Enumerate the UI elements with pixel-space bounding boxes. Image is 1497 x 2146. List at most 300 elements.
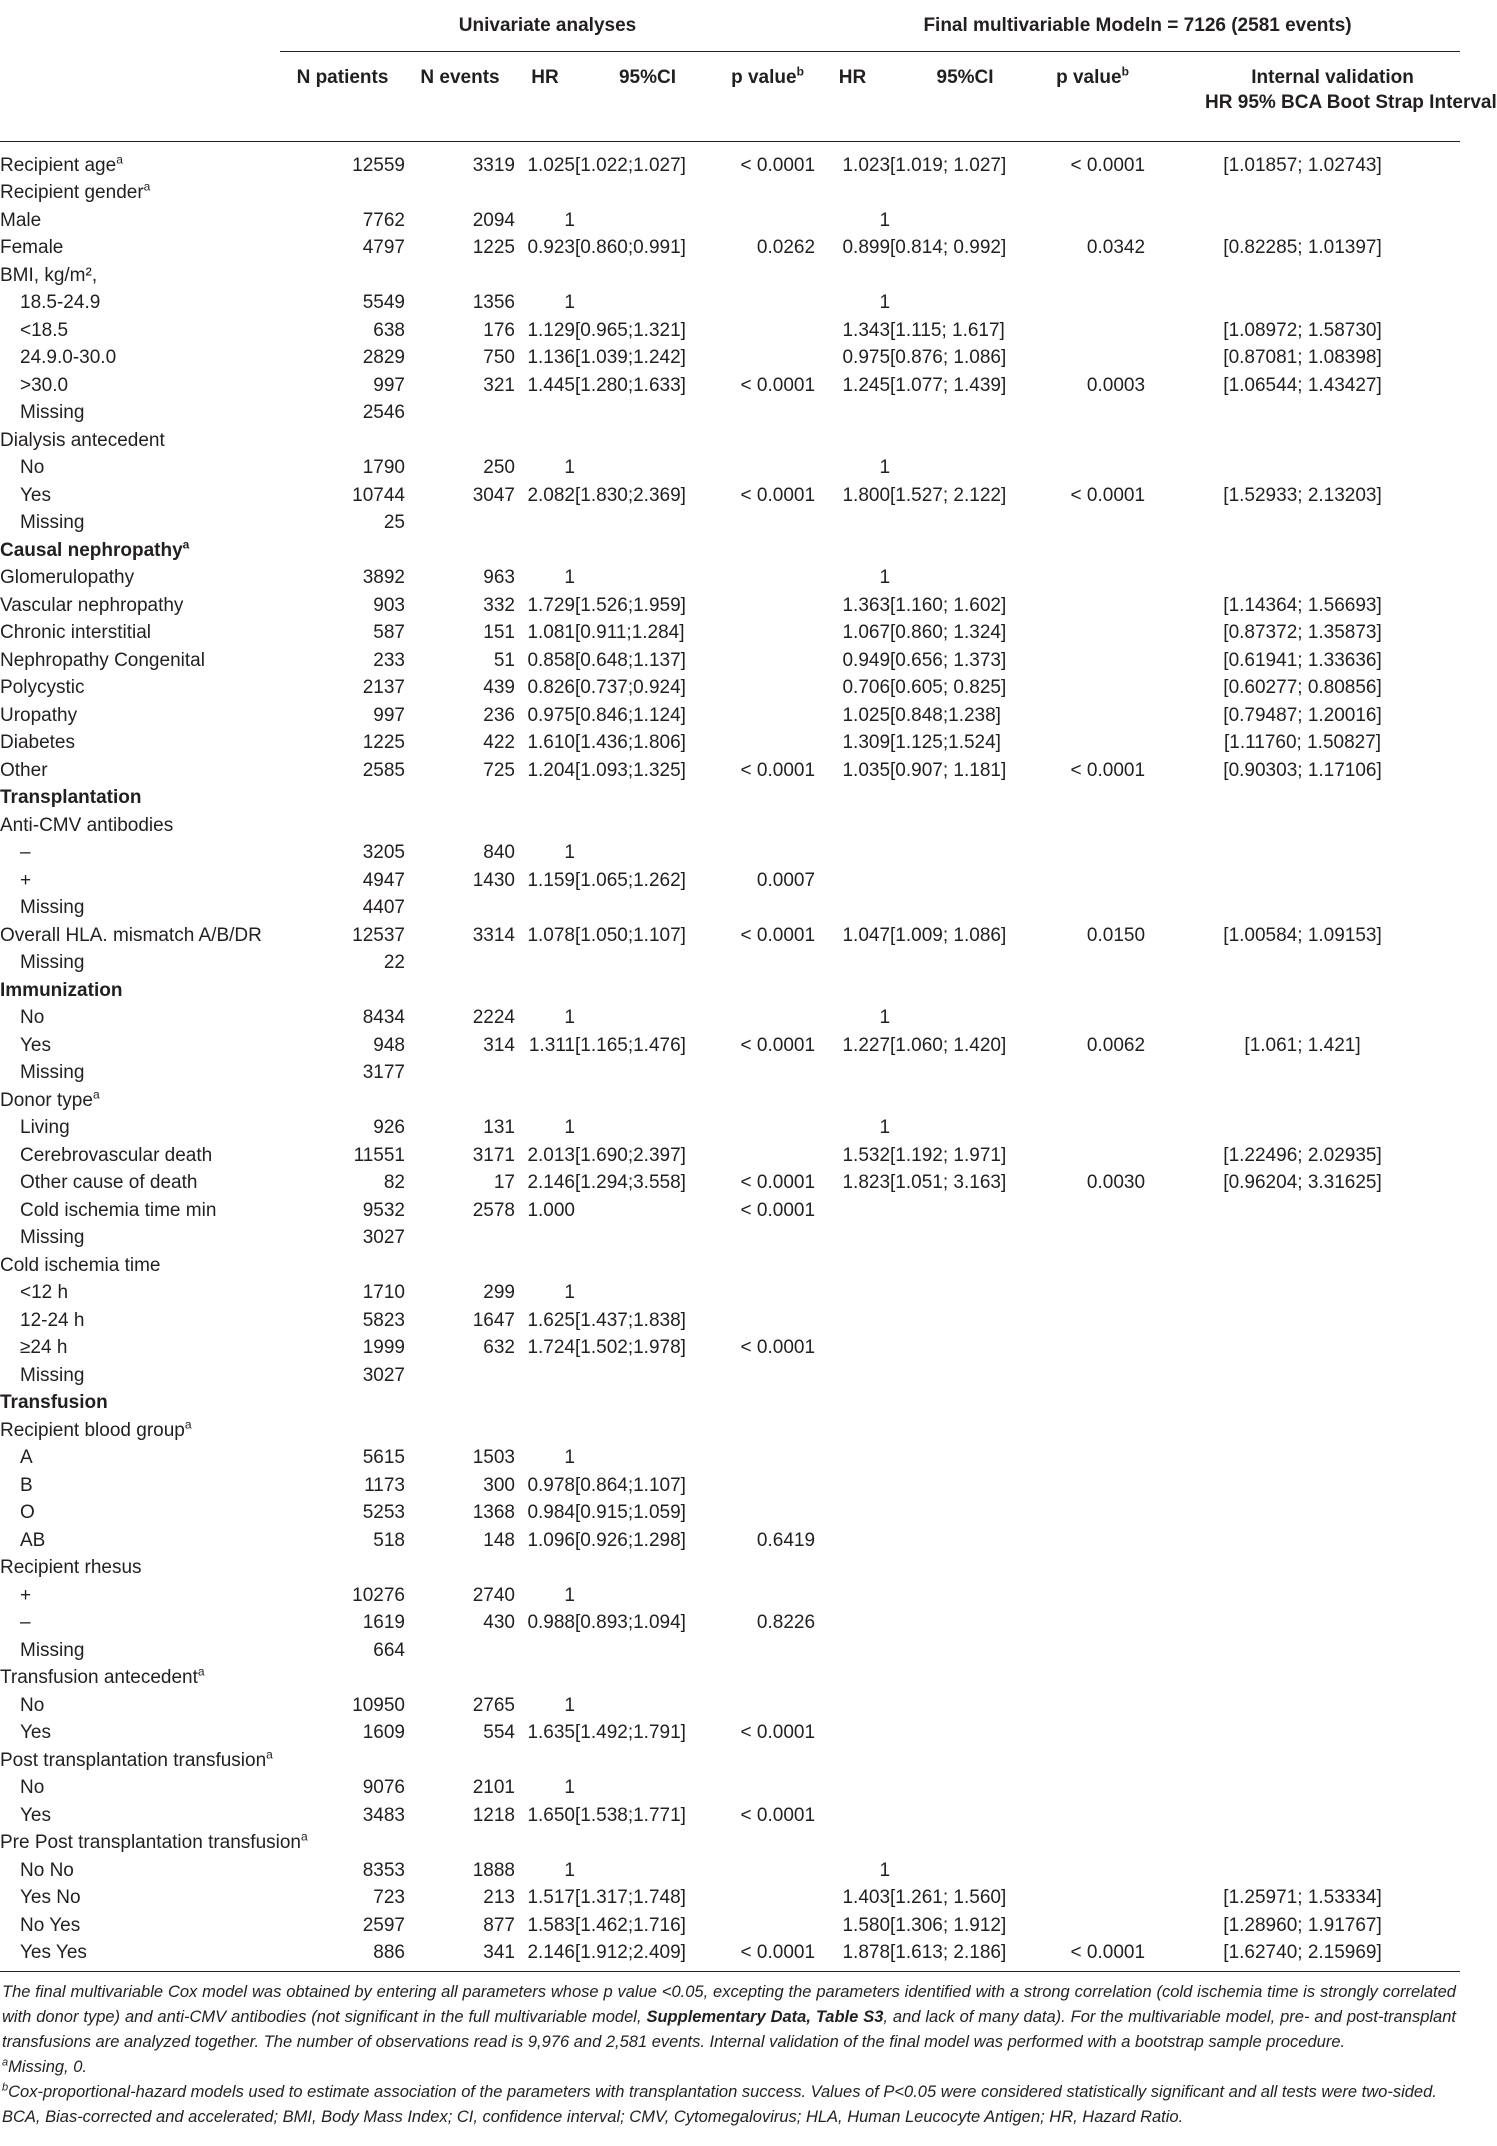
cell-n-patients: 2597 bbox=[362, 1914, 405, 1936]
table-row bbox=[0, 785, 1460, 813]
cell-ci bbox=[575, 537, 720, 565]
cell-m-p-value: 0.0030 bbox=[1086, 1172, 1146, 1194]
cell-ci: [1.830;2.369] bbox=[575, 484, 686, 506]
cell-m-ci bbox=[890, 895, 1040, 923]
table-row bbox=[0, 1417, 1460, 1445]
cell-n-patients bbox=[280, 537, 405, 565]
row-label-sup: a bbox=[266, 1747, 273, 1762]
header-label-spacer bbox=[0, 52, 280, 142]
cell-m-ci bbox=[890, 950, 1040, 978]
cell-internal-validation bbox=[1145, 1335, 1460, 1363]
cell-ci bbox=[575, 1582, 720, 1610]
row-label-text: 24.9.0-30.0 bbox=[20, 347, 117, 369]
table-row bbox=[0, 400, 1460, 428]
cell-n-patients bbox=[280, 785, 405, 813]
cell-ci bbox=[575, 1197, 720, 1225]
cell-hr: 1.445 bbox=[527, 374, 575, 396]
table-row bbox=[0, 1362, 1460, 1390]
row-label-text: Yes bbox=[20, 1722, 51, 1744]
cell-n-patients: 1999 bbox=[362, 1337, 405, 1359]
cell-n-patients: 2585 bbox=[362, 759, 405, 781]
row-label bbox=[0, 1912, 280, 1940]
cell-m-hr bbox=[815, 1802, 890, 1830]
row-label bbox=[0, 950, 280, 978]
cell-hr bbox=[515, 1665, 575, 1693]
cell-n-patients: 10744 bbox=[352, 484, 405, 506]
cell-n-events: 314 bbox=[483, 1034, 515, 1056]
cell-ci bbox=[575, 1445, 720, 1473]
row-label bbox=[0, 840, 280, 868]
cell-p-value bbox=[720, 1692, 815, 1720]
cell-internal-validation: [1.00584; 1.09153] bbox=[1223, 924, 1382, 946]
cell-hr bbox=[515, 1225, 575, 1253]
cell-ci: [0.911;1.284] bbox=[575, 622, 685, 644]
cell-n-events: 3171 bbox=[472, 1144, 515, 1166]
cell-n-events bbox=[405, 262, 515, 290]
cell-n-events bbox=[405, 812, 515, 840]
cell-m-hr bbox=[815, 1060, 890, 1088]
cell-m-p-value bbox=[1040, 317, 1145, 345]
cell-m-p-value bbox=[1040, 1390, 1145, 1418]
table-row bbox=[0, 1830, 1460, 1858]
cell-m-hr bbox=[815, 1720, 890, 1748]
table-row bbox=[0, 1940, 1460, 1972]
cell-ci bbox=[575, 1637, 720, 1665]
row-label-text: <12 h bbox=[20, 1282, 69, 1304]
cell-m-hr: 1.023 bbox=[842, 154, 891, 176]
row-label bbox=[0, 1940, 280, 1972]
cell-m-p-value bbox=[1040, 1142, 1145, 1170]
cell-ci: [1.492;1.791] bbox=[575, 1722, 686, 1744]
cell-m-ci bbox=[890, 1692, 1040, 1720]
cell-n-patients: 638 bbox=[373, 319, 405, 341]
cell-m-ci bbox=[890, 1665, 1040, 1693]
cell-n-events: 1888 bbox=[472, 1859, 515, 1881]
cell-ci: [0.864;1.107] bbox=[575, 1474, 686, 1496]
cell-n-patients: 11551 bbox=[353, 1144, 405, 1166]
table-row bbox=[0, 235, 1460, 263]
cell-hr bbox=[515, 1637, 575, 1665]
cell-p-value bbox=[720, 317, 815, 345]
cell-m-p-value bbox=[1040, 1252, 1145, 1280]
cell-internal-validation: [1.52933; 2.13203] bbox=[1223, 484, 1382, 506]
cell-ci bbox=[575, 1005, 720, 1033]
cell-ci bbox=[575, 1555, 720, 1583]
footnote-main bbox=[2, 1980, 1456, 2055]
cell-internal-validation: [1.28960; 1.91767] bbox=[1223, 1914, 1382, 1936]
cell-m-p-value bbox=[1040, 1775, 1145, 1803]
cell-p-value: < 0.0001 bbox=[740, 759, 816, 781]
cell-internal-validation bbox=[1145, 1500, 1460, 1528]
cell-m-ci bbox=[890, 1720, 1040, 1748]
col-header-iv-line2: HR 95% BCA Boot Strap Interval bbox=[1205, 92, 1497, 113]
row-label-text: Yes bbox=[20, 484, 51, 506]
cell-n-events: 2578 bbox=[472, 1199, 515, 1221]
cell-m-hr bbox=[815, 1417, 890, 1445]
footnote-main-part2: , and lack of many data). For the multivariable model, pre- and post-transplant transfusions are analyzed together. The number of observations read is 9,976 and 2,581 events. Internal validation of the final model was performed with a bootstrap sample procedure. bbox=[2, 2008, 1456, 2051]
cell-internal-validation bbox=[1145, 1087, 1460, 1115]
table-row bbox=[0, 455, 1460, 483]
row-label bbox=[0, 1802, 280, 1830]
cell-internal-validation: [1.62740; 2.15969] bbox=[1145, 1940, 1460, 1972]
cell-m-hr bbox=[815, 1692, 890, 1720]
cell-hr: 1 bbox=[564, 567, 575, 589]
cell-internal-validation bbox=[1145, 1115, 1460, 1143]
cell-m-p-value bbox=[1040, 262, 1145, 290]
row-label-text: >30.0 bbox=[20, 374, 69, 396]
cell-n-patients bbox=[280, 262, 405, 290]
row-label bbox=[0, 1307, 280, 1335]
row-label-text: Recipient blood group bbox=[0, 1419, 185, 1441]
cell-n-events: 877 bbox=[483, 1914, 515, 1936]
cell-p-value bbox=[720, 1225, 815, 1253]
cell-n-events: 250 bbox=[483, 457, 515, 479]
cell-m-p-value bbox=[1040, 1747, 1145, 1775]
cell-internal-validation bbox=[1145, 1830, 1460, 1858]
cell-m-p-value bbox=[1040, 1335, 1145, 1363]
row-label-text: Recipient gender bbox=[0, 182, 144, 204]
cell-p-value: 0.8226 bbox=[756, 1612, 816, 1634]
table-row bbox=[0, 757, 1460, 785]
row-label bbox=[0, 290, 280, 318]
cell-p-value bbox=[720, 1637, 815, 1665]
cell-n-events: 332 bbox=[483, 594, 515, 616]
cell-p-value bbox=[720, 1142, 815, 1170]
cell-m-p-value bbox=[1040, 1500, 1145, 1528]
cell-n-patients: 3027 bbox=[362, 1364, 405, 1386]
cell-hr bbox=[515, 427, 575, 455]
row-label bbox=[0, 1720, 280, 1748]
cell-hr bbox=[515, 262, 575, 290]
cell-m-p-value bbox=[1040, 510, 1145, 538]
table-row bbox=[0, 565, 1460, 593]
cell-m-ci bbox=[890, 1307, 1040, 1335]
table-row bbox=[0, 1665, 1460, 1693]
cell-ci: [0.648;1.137] bbox=[575, 649, 686, 671]
row-label bbox=[0, 1060, 280, 1088]
row-label-text: No bbox=[20, 1007, 45, 1029]
cell-n-patients bbox=[280, 1252, 405, 1280]
cell-ci: [1.317;1.748] bbox=[575, 1887, 686, 1909]
cell-internal-validation: [1.01857; 1.02743] bbox=[1223, 154, 1382, 176]
cell-n-events bbox=[405, 1637, 515, 1665]
cell-internal-validation: [0.82285; 1.01397] bbox=[1223, 237, 1382, 259]
cell-hr: 1.517 bbox=[527, 1887, 575, 1909]
cell-m-ci bbox=[890, 1527, 1040, 1555]
cell-m-hr bbox=[815, 1307, 890, 1335]
cell-n-events: 1503 bbox=[472, 1447, 515, 1469]
cell-ci bbox=[575, 1692, 720, 1720]
col-header-n-events: N events bbox=[405, 52, 515, 142]
cell-p-value bbox=[720, 977, 815, 1005]
row-label bbox=[0, 1527, 280, 1555]
row-label bbox=[0, 867, 280, 895]
cell-p-value bbox=[720, 1362, 815, 1390]
footnote-b bbox=[2, 2080, 1456, 2105]
cell-p-value bbox=[720, 702, 815, 730]
cell-m-hr: 1.403 bbox=[842, 1887, 891, 1909]
table-row bbox=[0, 427, 1460, 455]
cell-m-p-value bbox=[1040, 1610, 1145, 1638]
cell-internal-validation bbox=[1145, 1060, 1460, 1088]
cell-n-events: 341 bbox=[405, 1940, 515, 1972]
table-row bbox=[0, 1060, 1460, 1088]
cell-n-events: 750 bbox=[483, 347, 515, 369]
cell-n-patients: 1225 bbox=[362, 732, 405, 754]
col-header-m-p-text: p value bbox=[1056, 67, 1122, 88]
cell-n-events: 632 bbox=[483, 1337, 515, 1359]
row-label-text: No No bbox=[20, 1859, 74, 1881]
cell-hr bbox=[515, 1417, 575, 1445]
cell-p-value bbox=[720, 812, 815, 840]
row-label bbox=[0, 455, 280, 483]
cell-hr bbox=[515, 537, 575, 565]
header-spacer bbox=[0, 0, 280, 52]
table-row bbox=[0, 142, 1460, 180]
cell-n-events: 3314 bbox=[472, 924, 515, 946]
table-row bbox=[0, 1857, 1460, 1885]
cell-n-patients bbox=[280, 1390, 405, 1418]
table-row bbox=[0, 812, 1460, 840]
cell-m-p-value bbox=[1040, 1637, 1145, 1665]
row-label-text: Missing bbox=[20, 1364, 85, 1386]
cell-m-ci bbox=[890, 1225, 1040, 1253]
cell-n-patients bbox=[280, 1665, 405, 1693]
cell-n-patients: 948 bbox=[373, 1034, 405, 1056]
cell-p-value bbox=[720, 1060, 815, 1088]
cell-n-patients: 10950 bbox=[352, 1694, 405, 1716]
row-label-text: Female bbox=[0, 237, 64, 259]
cell-hr bbox=[515, 1747, 575, 1775]
row-label-text: Missing bbox=[20, 1639, 85, 1661]
row-label-text: + bbox=[20, 1584, 32, 1606]
table-row bbox=[0, 510, 1460, 538]
cell-n-events bbox=[405, 400, 515, 428]
cell-m-ci bbox=[890, 510, 1040, 538]
cell-m-ci: [1.125;1.524] bbox=[890, 732, 1001, 754]
cell-internal-validation bbox=[1145, 1747, 1460, 1775]
row-label-text: Post transplantation transfusion bbox=[0, 1749, 267, 1771]
cell-p-value bbox=[720, 1417, 815, 1445]
row-label bbox=[0, 1857, 280, 1885]
cell-m-ci bbox=[890, 840, 1040, 868]
table-row bbox=[0, 1115, 1460, 1143]
table-row bbox=[0, 1252, 1460, 1280]
cell-p-value bbox=[720, 565, 815, 593]
cell-n-patients bbox=[280, 1555, 405, 1583]
cell-n-events: 3047 bbox=[472, 484, 515, 506]
cell-m-ci bbox=[890, 812, 1040, 840]
cell-m-ci bbox=[890, 785, 1040, 813]
row-label-text: Missing bbox=[20, 952, 85, 974]
cell-m-ci bbox=[890, 1445, 1040, 1473]
row-label bbox=[0, 317, 280, 345]
cell-p-value bbox=[720, 510, 815, 538]
cell-m-p-value: < 0.0001 bbox=[1070, 484, 1146, 506]
cell-n-patients: 10276 bbox=[352, 1584, 405, 1606]
table-footnotes bbox=[0, 1980, 1460, 2130]
cell-internal-validation bbox=[1145, 977, 1460, 1005]
cell-internal-validation bbox=[1145, 262, 1460, 290]
cell-p-value: 0.6419 bbox=[756, 1529, 816, 1551]
cell-internal-validation bbox=[1145, 1610, 1460, 1638]
cell-ci bbox=[575, 510, 720, 538]
row-label-text: Dialysis antecedent bbox=[0, 429, 165, 451]
cell-p-value: < 0.0001 bbox=[740, 1199, 816, 1221]
cell-p-value bbox=[720, 1390, 815, 1418]
cell-hr bbox=[515, 510, 575, 538]
cell-ci bbox=[575, 207, 720, 235]
table-row bbox=[0, 1747, 1460, 1775]
cell-n-patients: 5549 bbox=[362, 292, 405, 314]
cell-n-patients: 997 bbox=[373, 704, 405, 726]
table-row bbox=[0, 537, 1460, 565]
cell-hr bbox=[515, 1390, 575, 1418]
table-row bbox=[0, 1692, 1460, 1720]
cell-n-patients: 5615 bbox=[362, 1447, 405, 1469]
cell-ci bbox=[575, 1060, 720, 1088]
cell-internal-validation: [1.25971; 1.53334] bbox=[1223, 1887, 1382, 1909]
col-header-n-patients: N patients bbox=[280, 52, 405, 142]
cell-ci bbox=[575, 785, 720, 813]
cell-m-ci bbox=[890, 290, 1040, 318]
cell-hr: 1.583 bbox=[527, 1914, 575, 1936]
cell-n-events bbox=[405, 950, 515, 978]
cell-hr: 1 bbox=[564, 457, 575, 479]
cell-p-value: < 0.0001 bbox=[740, 1172, 816, 1194]
cell-internal-validation: [0.60277; 0.80856] bbox=[1223, 677, 1382, 699]
cell-p-value bbox=[720, 1775, 815, 1803]
cell-hr: 1.159 bbox=[527, 869, 575, 891]
cell-m-ci bbox=[890, 1005, 1040, 1033]
cell-ci: [1.690;2.397] bbox=[575, 1144, 686, 1166]
cell-p-value bbox=[720, 1582, 815, 1610]
cell-hr bbox=[515, 400, 575, 428]
cell-n-events bbox=[405, 1555, 515, 1583]
cell-m-p-value: 0.0150 bbox=[1086, 924, 1146, 946]
cell-m-ci bbox=[890, 1775, 1040, 1803]
row-label bbox=[0, 510, 280, 538]
cell-m-ci bbox=[890, 1252, 1040, 1280]
cell-p-value bbox=[720, 1747, 815, 1775]
cell-hr bbox=[515, 1060, 575, 1088]
cell-m-p-value bbox=[1040, 1417, 1145, 1445]
cell-m-hr bbox=[815, 1830, 890, 1858]
cell-m-p-value bbox=[1040, 895, 1145, 923]
row-label-text: BMI, kg/m², bbox=[0, 264, 98, 286]
cell-m-ci bbox=[890, 1472, 1040, 1500]
cell-m-hr bbox=[815, 537, 890, 565]
cell-n-events: 2224 bbox=[472, 1007, 515, 1029]
table-row bbox=[0, 1582, 1460, 1610]
cell-m-p-value bbox=[1040, 592, 1145, 620]
cell-m-ci: [0.907; 1.181] bbox=[890, 759, 1007, 781]
cell-internal-validation: [0.96204; 3.31625] bbox=[1223, 1172, 1382, 1194]
table-row bbox=[0, 1005, 1460, 1033]
table-row bbox=[0, 1802, 1460, 1830]
cell-m-hr: 0.975 bbox=[842, 347, 891, 369]
cell-ci: [0.737;0.924] bbox=[575, 677, 686, 699]
table-row bbox=[0, 317, 1460, 345]
row-label bbox=[0, 702, 280, 730]
cell-hr: 0.826 bbox=[527, 677, 575, 699]
row-label-text: B bbox=[20, 1474, 33, 1496]
cell-m-p-value: < 0.0001 bbox=[1070, 759, 1146, 781]
cell-n-events bbox=[405, 1362, 515, 1390]
cell-ci: [1.526;1.959] bbox=[575, 594, 686, 616]
cell-m-hr bbox=[815, 1665, 890, 1693]
row-label bbox=[0, 675, 280, 703]
cell-n-events: 131 bbox=[483, 1117, 515, 1139]
cell-hr: 1 bbox=[564, 1117, 575, 1139]
cell-m-hr bbox=[815, 400, 890, 428]
cell-n-patients: 997 bbox=[373, 374, 405, 396]
cell-n-events bbox=[405, 1747, 515, 1775]
cell-internal-validation bbox=[1145, 1665, 1460, 1693]
cell-internal-validation bbox=[1145, 812, 1460, 840]
cell-n-events bbox=[405, 510, 515, 538]
cell-m-hr bbox=[815, 895, 890, 923]
cell-internal-validation bbox=[1145, 180, 1460, 208]
table-row bbox=[0, 180, 1460, 208]
cell-n-patients: 2546 bbox=[362, 402, 405, 424]
row-label-text: Overall HLA. mismatch A/B/DR bbox=[0, 924, 262, 946]
row-label bbox=[0, 1032, 280, 1060]
table-row bbox=[0, 290, 1460, 318]
cell-p-value: < 0.0001 bbox=[740, 924, 816, 946]
table-row bbox=[0, 1225, 1460, 1253]
cell-m-hr: 1.580 bbox=[842, 1914, 891, 1936]
cell-p-value bbox=[720, 1252, 815, 1280]
footnote-main-bold: Supplementary Data, Table S3 bbox=[646, 2008, 884, 2026]
cell-ci: [0.893;1.094] bbox=[575, 1612, 686, 1634]
cell-n-patients: 926 bbox=[373, 1117, 405, 1139]
cell-ci: [0.846;1.124] bbox=[575, 704, 686, 726]
cell-n-events: 1368 bbox=[472, 1502, 515, 1524]
cell-m-hr bbox=[815, 1637, 890, 1665]
cell-hr: 1.096 bbox=[527, 1529, 575, 1551]
cell-m-p-value bbox=[1040, 537, 1145, 565]
cell-n-patients: 1619 bbox=[362, 1612, 405, 1634]
cell-ci: [0.965;1.321] bbox=[575, 319, 686, 341]
table-row bbox=[0, 730, 1460, 758]
row-label-text: Cerebrovascular death bbox=[20, 1144, 213, 1166]
cell-n-events bbox=[405, 1252, 515, 1280]
cell-n-events bbox=[405, 1665, 515, 1693]
cell-p-value bbox=[720, 537, 815, 565]
cell-p-value bbox=[720, 1500, 815, 1528]
row-label-text: Male bbox=[0, 209, 42, 231]
row-label bbox=[0, 592, 280, 620]
row-label-text: Cold ischemia time bbox=[0, 1254, 161, 1276]
cell-m-p-value: < 0.0001 bbox=[1070, 154, 1146, 176]
cell-internal-validation: [1.08972; 1.58730] bbox=[1223, 319, 1382, 341]
table-row bbox=[0, 482, 1460, 510]
cell-m-p-value bbox=[1040, 1087, 1145, 1115]
cell-m-p-value bbox=[1040, 1197, 1145, 1225]
cell-hr: 1.724 bbox=[527, 1337, 575, 1359]
cell-m-hr bbox=[815, 950, 890, 978]
cell-m-hr bbox=[815, 427, 890, 455]
cell-m-hr: 1.035 bbox=[842, 759, 891, 781]
cell-ci: [0.915;1.059] bbox=[575, 1502, 686, 1524]
row-label-text: Transfusion bbox=[0, 1392, 108, 1414]
table-row bbox=[0, 1555, 1460, 1583]
cell-internal-validation bbox=[1145, 455, 1460, 483]
cell-m-hr bbox=[815, 1225, 890, 1253]
cell-p-value bbox=[720, 1087, 815, 1115]
cell-m-ci bbox=[890, 427, 1040, 455]
